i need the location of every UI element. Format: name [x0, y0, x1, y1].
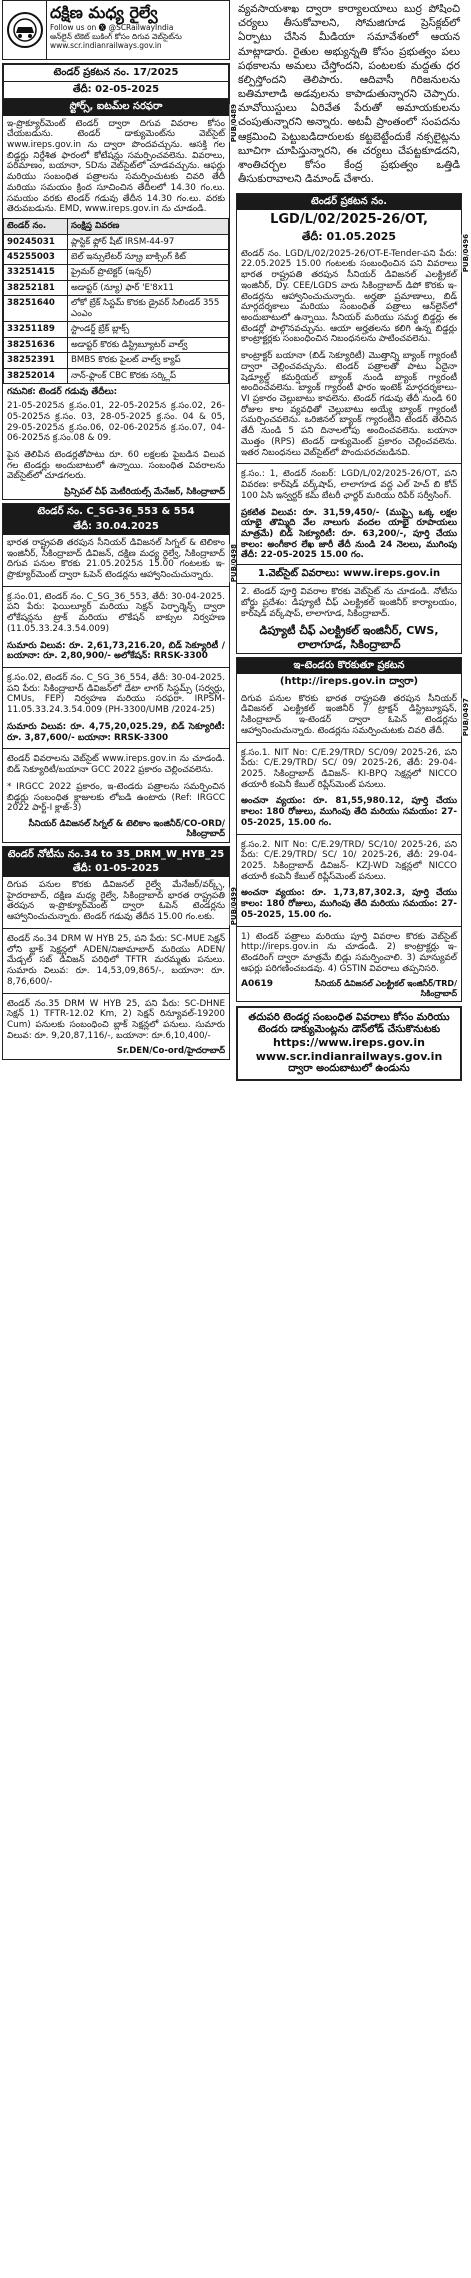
table-row — [4, 337, 229, 352]
tender-number-cell: 33251189 — [4, 322, 68, 337]
tender-notice-lgd — [236, 193, 471, 654]
note-extra: పైన తెలిపిన టెండర్లతోపాటు రూ. 60 లక్షలకు పైబడిన విలువ గల టెండర్లు అందుబాటులో ఉన్నాయి. సంబంధిత వివరాలను వెబ్‌సైట్‌లో చూడగలరు. — [7, 449, 225, 482]
tender-notice-sg36 — [2, 503, 239, 842]
tender-date: తేదీ: 30.04.2025 — [3, 521, 229, 535]
table-row — [4, 353, 229, 368]
note-title: గమనిక: టెండర్ గడువు తేదీలు: — [7, 387, 118, 398]
right-column — [236, 0, 471, 1081]
table-row — [4, 234, 229, 249]
pub-code: PUB/0496 — [462, 234, 471, 273]
table-row — [4, 250, 229, 265]
tender-table — [3, 218, 229, 384]
masthead-follow[interactable]: Follow us on 🅧 @SCRailwayIndia — [50, 22, 174, 32]
pub-code: PUB/0489 — [230, 104, 239, 143]
table-row — [4, 368, 229, 383]
website-row — [237, 564, 461, 584]
table-row — [4, 265, 229, 280]
footer-url-2[interactable]: www.scr.indianrailways.gov.in — [255, 1049, 443, 1063]
tender-tail: టెండర్ వివరాలను వెబ్‌సైట్ www.ireps.gov.in ను చూడండి. బిడ్ సెక్యూరిటీ/బయానా GCC 2022 ప్రకారం చెల్లించవలెను. — [7, 754, 225, 776]
tender-notes: 1) టెండర్ పత్రాలు మరియు పూర్తి వివరాల కొరకు వెబ్‌సైట్ http://ireps.gov.in ను చూడండి. 2) కాంట్రాక్టర్లు ఇ-టెండరింగ్ ద్వారా మాత్రమే బిడ్లు సమర్పించాలి. 3) మాన్యువల్ ఆఫర్లు పరిగణించబడవు. 4) GSTIN వివరాలు తప్పనిసరి. — [241, 931, 457, 974]
tender-description-cell: అడాప్టర్ కొరకు డిస్ట్రిబ్యూటర్ వాల్వ్ — [68, 337, 229, 352]
footer-url-1[interactable]: https://www.ireps.gov.in — [273, 1036, 425, 1050]
footer-box — [236, 1006, 462, 1081]
tender-number: LGD/L/02/2025-26/OT, — [270, 212, 428, 228]
website-label: 1.వెబ్‌సైట్ వివరాలు: — [257, 568, 340, 580]
tender-header: టెండర్ ప్రకటన నం. 17/2025 — [3, 64, 229, 82]
tender-body-2: కాంట్రాక్టర్ బయానా (బిడ్ సెక్యూరిటీ) మొత్తాన్ని బ్యాంక్ గ్యారంటీ ద్వారా చెల్లించవచ్చును. టెండర్ పత్రాలతో పాటు ఏదైనా షెడ్యూల్డ్ కమర్షియల్ బ్యాంక్ నుండి బ్యాంక్ గ్యారంటీ అందించవలెను. బ్యాంక్ గ్యారంటీ ఫారం ఇంటెక్ మార్గదర్శకాలు-VI ప్రకారం చెల్లుబాటు కావలెను. టెండర్ గడువు తేదీ నుండి 60 రోజుల కాల వ్యవధితో చెల్లుబాటు అయ్యే బ్యాంక్ గ్యారంటీ సమర్పించవలెను. ఒరిజినల్ బ్యాంక్ గ్యారంటీని టెండర్ తెరిచిన తేదీ నుండి 5 పని దినాలలోపు అందించవలెను. బయానా మొత్తం (RPS) టెండర్ డాక్యుమెంట్ ప్రకారం చెల్లించవలెను. ఇతర నిబంధనలు వెబ్‌సైట్‌లో పొందుపరచబడినవి. — [241, 351, 457, 458]
masthead-title: దక్షిణ మధ్య రైల్వే — [50, 3, 158, 22]
work-cost: ప్రకటిత విలువ: రూ. 31,59,450/- (ముప్పై ఒక్క లక్షల యాభై తొమ్మిది వేల నాలుగు వందల యాభై రూపాయలు మాత్రమే) బిడ్ సెక్యూరిటీ: రూ. 63,200/-, పూర్తి చేయు కాలం: అంగీకార లేఖ జారీ తేదీ నుండి 24 నెలలు, ముగింపు తేదీ: 22-05-2025 15.00 గం. — [241, 507, 457, 561]
nit-1-cost: అంచనా వ్యయం: రూ. 81,55,980.12, పూర్తి చేయు కాలం: 180 రోజులు, ముగింపు తేది మరియు సమయం: 27-05-2025, 15.00 గం. — [241, 796, 457, 828]
tender-date: తేదీ: 01-05-2025 — [3, 863, 229, 877]
item-2-cost: సుమారు విలువ: రూ. 4,75,20,025.29, బిడ్ సెక్యూరిటీ: రూ. 3,87,600/- బయానా: RRSK-3300 — [7, 721, 225, 743]
table-row — [4, 296, 229, 322]
tender-body: ఇ-ప్రొక్యూర్‌మెంట్ టెండర్ ద్వారా దిగువ వివరాల కోసం చేయబడును. టెండర్ డాక్యుమెంట్‌ను వెబ్‌సైట్ www.ireps.gov.in ను ద్వారా పొందవచ్చును. ఆసక్తి గల బిడ్డర్లు నిర్దేశిత ఫారంలో కోటేషన్లు సమర్పించవలెను. వివరాలు, పరిమాణం, బయానా, SDను వెబ్‌సైట్‌లో చూడవచ్చును. ఆఫర్లు మరియు సంబంధిత పత్రాలను సమర్పించుటకు చివరి తేదీ మరియు సమయం క్రింద సూచించిన తేదీలలో 14.30 గం.లు. సమయం వరకు టెండర్ గడువు తేదీన 14.30 గం.లు. వరకు తెరువబడును. EMD, www.ireps.gov.in ను చూడండి. — [7, 118, 225, 215]
work-35: టెండర్ నం.35 DRM W HYB 25, పని పేరు: SC-DHNE సెక్షన్ 1) TFTR-12.02 Km, 2) సెక్షన్ రిన్యూవల్-19200 Cum) పనులకు సంబంధించి బ్లాక్ సెక్షన్లలో పనులు. సుమారు విలువ: రూ. 9,20,87,116/-, బయానా: రూ.6,10,400/- — [7, 998, 225, 1041]
tender-description-cell: BMBS కొరకు పైలట్ వాల్వ్ క్యాప్ — [68, 353, 229, 368]
tender-description-cell: స్టాండర్డ్ బ్రేక్ బ్లాక్స్ — [68, 322, 229, 337]
tender-number-cell: 90245031 — [4, 234, 68, 249]
signature: Sr.DEN/Co-ord/హైదరాబాద్ — [116, 1046, 225, 1057]
website-link[interactable]: www.ireps.gov.in — [343, 568, 441, 580]
tender-notice-17 — [2, 63, 239, 500]
masthead-url[interactable]: www.scr.indianrailways.gov.in — [50, 40, 162, 50]
table-header-tender-no: టెండర్ నం. — [4, 219, 68, 234]
tender-subheader[interactable]: (http://ireps.gov.in ద్వారా) — [237, 674, 461, 690]
tender-number-cell: 38252391 — [4, 353, 68, 368]
footer-line-1: తదుపరి టెండర్ల సంబంధిత వివరాలు కోసం మరియు టెండరు డాక్యుమెంట్లను డౌన్‌లోడ్ చేసుకొనుటకు — [248, 1011, 450, 1036]
tender-notice-trd — [236, 657, 471, 1002]
tender-number-cell: 45255003 — [4, 250, 68, 265]
nit-2: క్ర.సం.2. NIT No: C/E.29/TRD/ SC/10/ 2025-26, పని పేరు: C/E.29/TRD/ SC/ 10/ 2025-26, తేదీ: 29-04-2025. సికింద్రాబాద్ డివిజన్- KZJ-WD సెక్షన్లలో NICCO తయారీ కంపెనీ కేబుల్ రిప్లేస్‌మెంట్ పనులు. — [241, 839, 457, 882]
masthead — [2, 0, 230, 60]
item-1-cost: సుమారు విలువ: రూ. 2,61,73,216.20, బిడ్ సెక్యూరిటీ / బయానా: రూ. 2,80,900/- అలోకేషన్: RRSK-3300 — [7, 640, 225, 662]
tender-description-cell: లోకో బ్రేక్ సిస్టమ్ కొరకు డ్రైవర్ సిలిండర్ 355 ఎంఎం — [68, 296, 229, 322]
tender-body: భారత రాష్ట్రపతి తరపున సీనియర్ డివిజనల్ సిగ్నల్ & టెలికాం ఇంజినీర్, సికింద్రాబాద్ డివిజన్, దక్షిణ మధ్య రైల్వే, సికింద్రాబాద్ దిగువ పనుల కొరకు 21.05.2025న 15.00 గంటలకు ఇ-ప్రొక్యూర్‌మెంట్ ద్వారా ఓపెన్ టెండర్లను ఆహ్వానించుచున్నారు. — [7, 537, 225, 580]
signature: డిప్యూటీ చీఫ్ ఎలక్ట్రికల్ ఇంజినీర్, CWS, లాలాగూడ, సికింద్రాబాద్ — [259, 624, 439, 651]
tender-header: టెండర్ ప్రకటన నం. — [237, 194, 461, 210]
masthead-line: ఆన్‌లైన్ టికెట్ బుకింగ్ కోసం దిగువ వెబ్‌సైట్‌ను — [50, 31, 182, 41]
tender-number-cell: 38252181 — [4, 280, 68, 295]
tender-header: టెండర్ నోటీసు నం.34 to 35_DRM_W_HYB_25 — [3, 847, 229, 863]
tender-date: తేదీ: 02-05-2025 — [3, 82, 229, 99]
signature: సీనియర్ డివిజనల్ ఎలక్ట్రికల్ ఇంజినీర్/TRD/సికింద్రాబాద్ — [315, 979, 457, 999]
tender-notice-34-35 — [2, 846, 239, 1060]
table-row — [4, 280, 229, 295]
ad-code: A0619 — [241, 979, 274, 990]
extra-info: 2. టెండర్ పూర్తి వివరాల కొరకు వెబ్‌సైట్ ను చూడండి. నోటీసు బోర్డు ప్రదేశం: డిప్యూటీ చీఫ్ ఎలక్ట్రికల్ ఇంజినీర్ కార్యాలయం, కార్‌షెడ్ వర్క్‌షాప్, లాలాగూడ, సికింద్రాబాద్. — [241, 587, 457, 619]
nit-2-cost: అంచనా వ్యయం: రూ. 1,73,87,302.3, పూర్తి చేయు కాలం: 180 రోజులు, ముగింపు తేది మరియు సమయం: 27-05-2025, 15.00 గం. — [241, 888, 457, 920]
tender-body: దిగువ పనుల కొరకు భారత రాష్ట్రపతి తరపున సీనియర్ డివిజనల్ ఎలక్ట్రికల్ ఇంజినీర్ / ట్రాక్షన్ డిస్ట్రిబ్యూషన్, సికింద్రాబాద్ ఇ-టెండర్ ద్వారా ఓపెన్ టెండర్లను ఆహ్వానించుచున్నారు. టెండర్లను సమర్పించుటకు చివరి తేదీ. — [241, 693, 457, 736]
tender-description-cell: ప్లాస్టిక్ ఫ్లోర్ షీట్ IRSM-44-97 — [68, 234, 229, 249]
tender-number-cell: 38252014 — [4, 368, 68, 383]
signature: సీనియర్ డివిజనల్ సిగ్నల్ & టెలికాం ఇంజినీర్/CO-ORD/సికింద్రాబాద్ — [28, 818, 225, 840]
news-article: వ్యవసాయశాఖ ద్వారా కార్యాలయాలు బుర్ర పోషించి చర్యలు తీసుకోవాలని, సోమజిగూడ ప్రెస్‌క్లబ్‌లో ఏర్పాటు చేసిన మీడియా సమావేశంలో ఆయన మాట్లాడారు. రైతుల అభ్యున్నతి కోసం ప్రభుత్వం పలు పథకాలను అమలు చేస్తోందని, పంటలకు మద్దతు ధర కల్పిస్తోందని తెలిపారు. ఆదివాసీ గిరిజనులను బతిమాలాడి అడవులను కాపాడుతున్నారని చెప్పారు. మావోయిస్టులు ఏరివేత పేరుతో అమాయకులను చంపుతున్నారని అన్నారు. అటవీ ప్రాంతంలో సంపదను ఆక్రమించి పెట్టుబడిదారులకు కట్టబెట్టేందుకే నక్సలైట్లను బూచిగా చూపిస్తున్నారని, ఈ చర్యలు చేపట్టకూడదని, శాంతిచర్చల కోసం కేంద్ర ప్రభుత్వం ఒత్తిడి తీసుకురావాలని డిమాండ్ చేశారు. — [238, 3, 460, 186]
table-header-description: సంక్షిప్త వివరణ — [68, 219, 229, 234]
item-2: క్ర.సం.02, టెండర్ నం. C_SG_36_554, తేదీ: 30-04-2025. పని పేరు: సికింద్రాబాద్ డివిజన్‌లో డేటా లాగర్ సిస్టమ్స్ (సర్వర్లు, CMUs, FEP) నిర్వహణ మరియు సరఫరా. IRPSM-11.05.33.24.3.54.009 (PH-3300/UMB /2024-25) — [7, 673, 225, 716]
tender-description-cell: బెల్ ఇన్సులేటర్ స్క్రూ బాక్సింగ్ కిట్ — [68, 250, 229, 265]
pub-code: PUB/0499 — [230, 886, 239, 925]
nit-1: క్ర.సం.1. NIT No: C/E.29/TRD/ SC/09/ 2025-26, పని పేరు: C/E.29/TRD/ SC/ 09/ 2025-26, తేదీ: 29-04-2025. సికింద్రాబాద్ డివిజన్- KI-BPQ సెక్షన్లలో NICCO తయారీ కంపెనీ కేబుల్ రిప్లేస్‌మెంట్ పనులు. — [241, 747, 457, 790]
tender-body: దిగువ పనుల కొరకు డివిజనల్ రైల్వే మేనేజర్/వర్క్స్, హైదరాబాద్, దక్షిణ మధ్య రైల్వే, సికింద్రాబాద్ భారత రాష్ట్రపతి తరపున ఇ-ప్రొక్యూర్‌మెంట్ ద్వారా ఓపెన్ టెండర్లను ఆహ్వానించుచున్నారు. టెండర్ గడువు తేదీన 15.00 గం.లకు. — [7, 880, 225, 923]
tender-number-cell: 33251415 — [4, 265, 68, 280]
tender-date: తేదీ: 01.05.2025 — [301, 230, 397, 244]
tender-header: టెండర్ నం. C_SG-36_553 & 554 — [3, 504, 229, 520]
table-row — [4, 322, 229, 337]
tender-description-cell: ప్రైమర్ ప్రొటెక్టర్ (ఇన్నర్) — [68, 265, 229, 280]
work-description: క్ర.సం.: 1, టెండర్ నంబర్: LGD/L/02/2025-26/OT, పని వివరణ: కార్‌షెడ్ వర్క్‌షాప్, లాలాగూడ వద్ద ఎల్ హెచ్ బి కోచ్ 100 ఏసి ఇన్వర్టర్ కమ్ బేటరీ ఛార్జర్ మరియు రిపేర్ సర్వీసింగ్. — [241, 469, 457, 501]
signature: ప్రిన్సిపల్ చీఫ్ మెటీరియల్స్ మేనేజర్, సికింద్రాబాద్ — [64, 487, 225, 498]
tender-subject: స్టోర్స్, ఐటమ్‌ల సరఫరా — [3, 99, 229, 115]
footer-line-2: ద్వారా అందుబాటులో ఉండును — [288, 1063, 410, 1075]
tender-number-cell: 38251636 — [4, 337, 68, 352]
left-column — [2, 0, 239, 1060]
tender-header: ఇ-టెండరు కొరకుతూ ప్రకటన — [237, 658, 461, 674]
work-34: టెండర్ నం.34 DRM W HYB 25, పని పేరు: SC-MUE సెక్షన్ లోని బ్లాక్ సెక్షన్లలో ADEN/నిజామాబాద్ మరియు ADEN/మేడ్చల్ సబ్ డివిజన్ పరిధిలో TFTR మరమ్మతు పనులు. సుమారు విలువ: రూ. 14,53,09,865/-, బయానా: రూ. 8,76,600/- — [7, 933, 225, 987]
tender-description-cell: అడాప్టర్ (న్యూ) ఫార్ 'E'8x11 — [68, 280, 229, 295]
tender-description-cell: నాన్-ఫ్లాంక్ CBC కొరకు సర్క్లిప్ — [68, 368, 229, 383]
pub-code: PUB/0497 — [462, 698, 471, 737]
irgcc-note: * IRGCC 2022 ప్రకారం, ఇ-టెండరు పత్రాలను సమర్పించిన బిడ్డర్లు సంబంధిత క్లాజులకు లోబడి ఉంటారు (Ref: IRGCC 2022 పార్ట్-I క్లాజ్-3) — [7, 781, 225, 814]
railway-logo-icon — [3, 1, 47, 59]
item-1: క్ర.సం.01, టెండర్ నం. C_SG_36_553, తేదీ: 30-04-2025. పని పేరు: ఫెయిల్యూర్ మరియు సెక్షన్ పెర్ఫార్మెన్స్ ద్వారా లోకేషన్లను ట్రాక్ మరియు లొకేషన్ బాక్సుల నిర్వహణ (11.05.33.24.3.54.009) — [7, 591, 225, 634]
note-dates: 21-05-2025న క్ర.సం.01, 22-05-2025న క్ర.సం.02, 26-05-2025న క్ర.సం. 03, 28-05-2025 క్ర.సం. 04 & 05, 29-05-2025న క్ర.సం.06, 02-06-2025న క్ర.సం.07, 04-06-2025న క్ర.సం.08 & 09. — [7, 401, 225, 444]
pub-code: PUB/0498 — [230, 544, 239, 583]
tender-number-cell: 38251640 — [4, 296, 68, 322]
tender-body: టెండర్ నం. LGD/L/02/2025-26/OT-E-Tender-పని పేరు: 22.05.2025 15.00 గంటలకు సంబంధించిన పని వివరాలు భారత రాష్ట్రపతి తరపున సీనియర్ డివిజనల్ ఎలక్ట్రికల్ ఇంజినీర్, Dy. CEE/LGDS వారు సికింద్రాబాద్ డిపో కొరకు ఇ-టెండర్లను ఆహ్వానించుచున్నారు. అర్హతా ప్రమాణాలు, బిడ్ మార్గదర్శకాలు మరియు సంబంధిత పత్రాలు ఆన్‌లైన్‌లో అందుబాటులో ఉన్నాయి. సీనియర్ మరియు సమర్థ బిడ్డర్లు ఈ టెండర్లో పాల్గొనవచ్చును. ఆయా అర్హతలను కలిగి ఉన్న బిడ్డర్లు కాంట్రాక్టర్లకు సంబంధించిన నిబంధనలను పాటించవలెను. — [241, 248, 457, 345]
